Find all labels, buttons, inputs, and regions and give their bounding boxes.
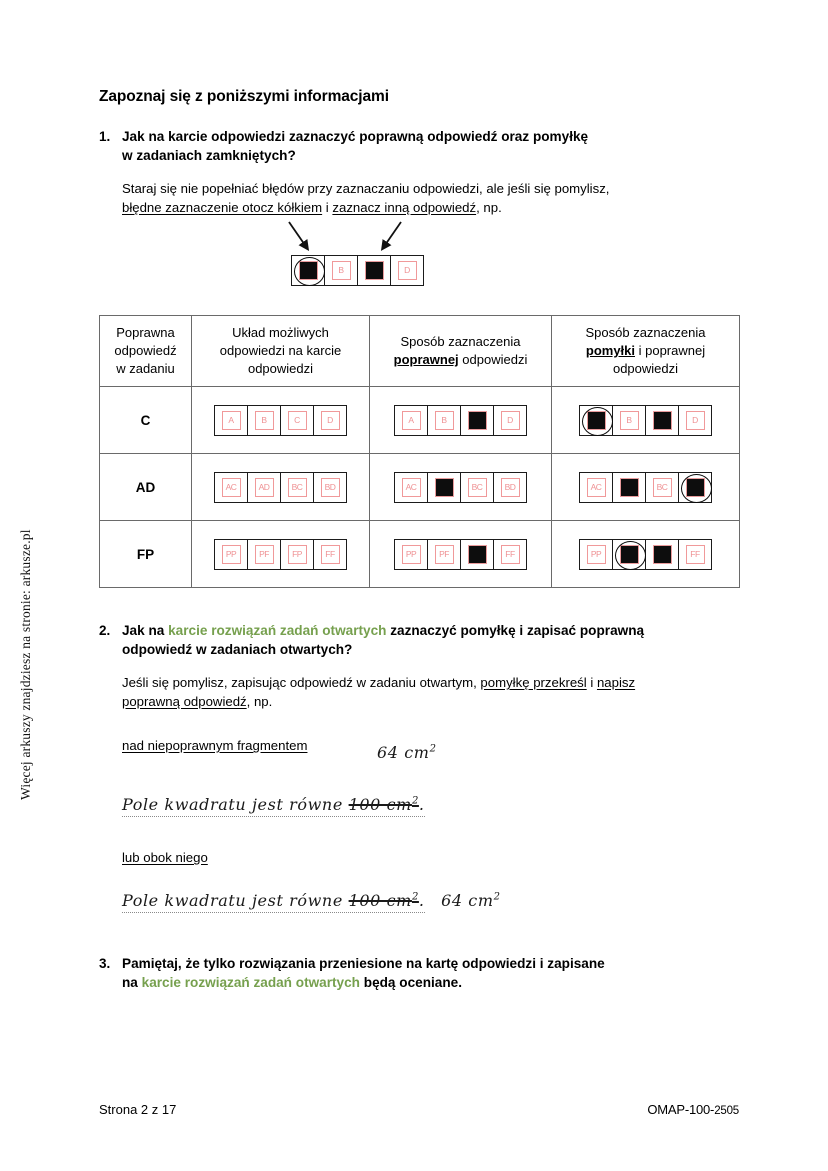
- answer-cell[interactable]: [395, 540, 428, 569]
- page-footer: [99, 1102, 739, 1117]
- th4-line3: odpowiedzi: [612, 361, 679, 376]
- answer-cell[interactable]: [314, 473, 346, 502]
- th3-bold: poprawnej: [393, 352, 459, 367]
- answer-mark-empty: FF: [686, 545, 705, 564]
- th3-line1: Sposób zaznaczenia: [400, 334, 521, 349]
- answer-cell[interactable]: [215, 473, 248, 502]
- answer-mark-filled: [653, 411, 672, 430]
- cell-correct-answer-key: AD: [100, 454, 192, 521]
- answer-cell[interactable]: [461, 406, 494, 435]
- answer-cell[interactable]: [314, 540, 346, 569]
- instruction-item-3: [99, 955, 739, 992]
- item-2-paragraph: [122, 673, 739, 711]
- answer-cell[interactable]: [494, 540, 526, 569]
- answer-cell[interactable]: [646, 540, 679, 569]
- table-row: [100, 521, 740, 588]
- answer-mark-empty: A: [402, 411, 421, 430]
- answer-cell[interactable]: [428, 540, 461, 569]
- cell-correct-answer-key: C: [100, 387, 192, 454]
- item-3-title-line2-b: będą oceniane.: [359, 974, 462, 990]
- item-1-para-mid: i: [322, 200, 333, 215]
- marking-rules-table: [99, 315, 740, 588]
- th2-line1: Układ możliwych: [232, 325, 329, 340]
- answer-cell[interactable]: [613, 540, 646, 569]
- period-above: .: [418, 795, 425, 814]
- period-beside: .: [418, 891, 425, 910]
- answer-mark-empty: D: [398, 261, 417, 280]
- answer-mark-empty: B: [620, 411, 639, 430]
- answer-cell[interactable]: [679, 406, 711, 435]
- answer-mark-empty: PP: [587, 545, 606, 564]
- answer-cell[interactable]: [248, 406, 281, 435]
- sentence-start-beside: Pole kwadratu jest równe: [122, 891, 349, 910]
- struck-value-above: [349, 795, 419, 814]
- correction-above-value: 64 cm: [377, 743, 430, 762]
- answer-cell[interactable]: [580, 540, 613, 569]
- answer-mark-empty: B: [435, 411, 454, 430]
- item-1-para-underline-1: błędne zaznaczenie otocz kółkiem: [122, 200, 323, 215]
- answer-cell[interactable]: [391, 256, 423, 285]
- handwritten-sentence-above: [122, 795, 425, 817]
- document-content: [99, 88, 739, 996]
- answer-mark-empty: D: [686, 411, 705, 430]
- wrong-value-above: 100 cm: [348, 795, 412, 814]
- answer-cell[interactable]: [461, 540, 494, 569]
- cell-mistake-strip: [552, 521, 740, 588]
- answer-mark-empty: AC: [222, 478, 241, 497]
- table-header-correct-answer: [100, 316, 192, 387]
- footer-code-main: OMAP-100-: [647, 1102, 715, 1117]
- answer-mark-empty: AD: [255, 478, 274, 497]
- answer-mark-empty: FF: [321, 545, 340, 564]
- item-2-title-line2: odpowiedź w zadaniach otwartych?: [122, 641, 353, 657]
- answer-mark-empty: PP: [222, 545, 241, 564]
- footer-code-suffix: 2505: [714, 1105, 739, 1117]
- th4-bold: pomyłki: [585, 343, 635, 358]
- answer-cell[interactable]: [248, 473, 281, 502]
- answer-cell[interactable]: [281, 540, 314, 569]
- item-3-number: 3.: [99, 956, 111, 971]
- handwriting-example-above: [122, 737, 739, 827]
- cell-mistake-strip: [552, 454, 740, 521]
- handwriting-label-beside: lub obok niego: [122, 850, 208, 865]
- item-2-para-a: Jeśli się pomylisz, zapisując odpowiedź w zadaniu otwartym,: [122, 675, 481, 690]
- example-answer-strip: [291, 255, 424, 286]
- arrows-graphic: [285, 221, 455, 255]
- cell-correct-answer-key: FP: [100, 521, 192, 588]
- answer-strip: [394, 472, 527, 503]
- th2-line2: odpowiedzi na karcie: [219, 343, 342, 358]
- cell-layout-strip: [192, 454, 370, 521]
- answer-cell[interactable]: [395, 473, 428, 502]
- item-2-title: [122, 622, 739, 659]
- answer-cell[interactable]: [215, 406, 248, 435]
- item-3-title-line2-a: na: [122, 974, 142, 990]
- item-2-para-underline-1: pomyłkę przekreśl: [480, 675, 587, 690]
- answer-cell[interactable]: [461, 473, 494, 502]
- answer-strip: [579, 472, 712, 503]
- handwriting-example-beside: [122, 849, 739, 913]
- answer-mark-empty: B: [332, 261, 351, 280]
- answer-mark-empty: BD: [501, 478, 520, 497]
- wrong-value-beside: 100 cm: [348, 891, 412, 910]
- item-2-para-mid: i: [586, 675, 597, 690]
- answer-cell[interactable]: [325, 256, 358, 285]
- answer-mark-filled: [468, 411, 487, 430]
- answer-mark-filled: [587, 411, 606, 430]
- answer-mark-filled: [299, 261, 318, 280]
- item-2-para-end: , np.: [246, 694, 273, 709]
- answer-mark-filled: [435, 478, 454, 497]
- answer-cell[interactable]: [281, 406, 314, 435]
- cell-correct-strip: [370, 454, 552, 521]
- item-2-number: 2.: [99, 623, 111, 638]
- answer-mark-empty: BD: [321, 478, 340, 497]
- answer-mark-empty: AC: [587, 478, 606, 497]
- cell-correct-strip: [370, 521, 552, 588]
- instruction-item-1: [99, 128, 739, 165]
- item-3-title: [122, 955, 739, 992]
- footer-page-number: Strona 2 z 17: [99, 1102, 177, 1117]
- answer-mark-filled: [468, 545, 487, 564]
- answer-cell[interactable]: [395, 406, 428, 435]
- table-row: [100, 387, 740, 454]
- sentence-start-above: Pole kwadratu jest równe: [122, 795, 349, 814]
- answer-mark-empty: B: [255, 411, 274, 430]
- answer-cell[interactable]: [314, 406, 346, 435]
- item-2-title-b: zaznaczyć pomyłkę i zapisać poprawną: [386, 623, 645, 638]
- answer-cell[interactable]: [613, 406, 646, 435]
- answer-mark-empty: D: [501, 411, 520, 430]
- answer-mark-empty: PP: [402, 545, 421, 564]
- item-2-para-underline-2: napisz: [596, 675, 636, 690]
- table-header-row: [100, 316, 740, 387]
- answer-cell[interactable]: [215, 540, 248, 569]
- answer-cell[interactable]: [613, 473, 646, 502]
- answer-cell[interactable]: [358, 256, 391, 285]
- answer-cell[interactable]: [580, 406, 613, 435]
- item-3-title-green: karcie rozwiązań zadań otwartych: [141, 974, 360, 990]
- table-header-layout: [192, 316, 370, 387]
- answer-mark-empty: A: [222, 411, 241, 430]
- handwritten-sentence-beside: [122, 891, 425, 913]
- answer-strip: [214, 472, 347, 503]
- answer-cell[interactable]: [646, 473, 679, 502]
- correction-above-sup: 2: [429, 743, 437, 755]
- item-1-title: [122, 128, 739, 165]
- cell-layout-strip: [192, 521, 370, 588]
- answer-mark-filled: [620, 478, 639, 497]
- answer-cell[interactable]: [428, 473, 461, 502]
- wrong-sup-above: 2: [411, 795, 419, 807]
- answer-cell[interactable]: [494, 473, 526, 502]
- th1-line2: odpowiedź: [114, 343, 177, 358]
- answer-mark-filled: [686, 478, 705, 497]
- answer-cell[interactable]: [679, 540, 711, 569]
- correction-beside-value: 64 cm: [441, 891, 494, 910]
- footer-document-code: [647, 1102, 739, 1117]
- answer-cell[interactable]: [281, 473, 314, 502]
- answer-cell[interactable]: [292, 256, 325, 285]
- answer-mark-filled: [365, 261, 384, 280]
- th2-line3: odpowiedzi: [247, 361, 314, 376]
- answer-mark-empty: FP: [288, 545, 307, 564]
- answer-mark-empty: AC: [402, 478, 421, 497]
- handwriting-label-above: nad niepoprawnym fragmentem: [122, 738, 308, 753]
- item-3-title-line1: Pamiętaj, że tylko rozwiązania przeniesione na kartę odpowiedzi i zapisane: [122, 956, 605, 971]
- correction-above: [377, 743, 437, 762]
- item-1-title-line1: Jak na karcie odpowiedzi zaznaczyć poprawną odpowiedź oraz pomyłkę: [122, 129, 589, 144]
- th1-line3: w zadaniu: [116, 361, 175, 376]
- th1-line1: Poprawna: [116, 325, 175, 340]
- answer-cell[interactable]: [248, 540, 281, 569]
- correction-beside-sup: 2: [493, 891, 501, 903]
- item-1-paragraph: [122, 179, 739, 217]
- answer-cell[interactable]: [646, 406, 679, 435]
- answer-cell[interactable]: [580, 473, 613, 502]
- cell-correct-strip: [370, 387, 552, 454]
- answer-strip: [214, 539, 347, 570]
- answer-strip: [394, 405, 527, 436]
- th4-rest: i poprawnej: [635, 343, 706, 358]
- cell-layout-strip: [192, 387, 370, 454]
- correction-beside: [441, 891, 501, 910]
- item-1-para-end: , np.: [476, 200, 502, 215]
- item-1-title-line2: w zadaniach zamkniętych?: [122, 147, 296, 163]
- item-2-para-underline-3: poprawną odpowiedź: [122, 694, 247, 709]
- answer-cell[interactable]: [428, 406, 461, 435]
- th4-line1: Sposób zaznaczenia: [585, 325, 706, 340]
- table-header-mistake-marking: [552, 316, 740, 387]
- sidebar-watermark-text: Więcej arkuszy znajdziesz na stronie: arkusze.pl: [18, 529, 33, 800]
- table-row: [100, 454, 740, 521]
- page-title: Zapoznaj się z poniższymi informacjami: [99, 88, 389, 105]
- answer-strip: [579, 405, 712, 436]
- answer-mark-empty: BC: [288, 478, 307, 497]
- answer-mark-empty: PF: [255, 545, 274, 564]
- answer-mark-empty: BC: [468, 478, 487, 497]
- table-header-correct-marking: [370, 316, 552, 387]
- example-illustration: [99, 221, 739, 299]
- th3-rest: odpowiedzi: [458, 352, 528, 367]
- answer-mark-empty: C: [288, 411, 307, 430]
- table-body: [100, 387, 740, 588]
- answer-mark-filled: [653, 545, 672, 564]
- answer-strip: [579, 539, 712, 570]
- item-1-para-line1: Staraj się nie popełniać błędów przy zaznaczaniu odpowiedzi, ale jeśli się pomylisz,: [122, 181, 610, 196]
- instruction-item-2: [99, 622, 739, 659]
- answer-strip: [394, 539, 527, 570]
- struck-value-beside: [349, 891, 419, 910]
- item-1-number: 1.: [99, 129, 111, 144]
- answer-cell[interactable]: [679, 473, 711, 502]
- answer-mark-empty: BC: [653, 478, 672, 497]
- answer-mark-empty: FF: [501, 545, 520, 564]
- answer-mark-empty: PF: [435, 545, 454, 564]
- cell-mistake-strip: [552, 387, 740, 454]
- answer-strip: [214, 405, 347, 436]
- item-2-title-green: karcie rozwiązań zadań otwartych: [168, 623, 387, 638]
- answer-mark-empty: D: [321, 411, 340, 430]
- wrong-sup-beside: 2: [411, 891, 419, 903]
- answer-cell[interactable]: [494, 406, 526, 435]
- answer-mark-filled: [620, 545, 639, 564]
- item-2-title-a: Jak na: [122, 623, 169, 638]
- item-1-para-underline-2: zaznacz inną odpowiedź: [332, 200, 477, 215]
